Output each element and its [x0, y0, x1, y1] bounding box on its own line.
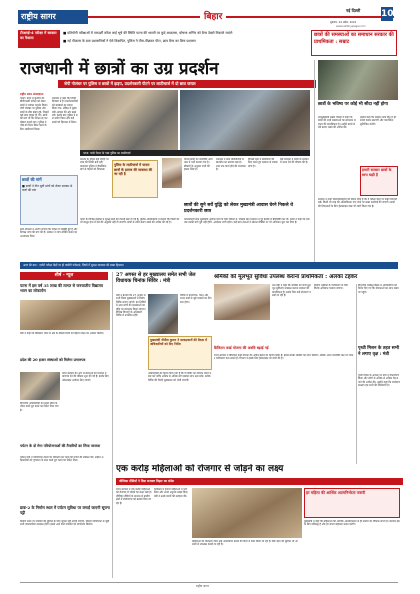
main-body-col1: पटना। प्रदेश में बुधवार को बीपीएससी परीक्षा को लेकर छात्रों ने जमकर प्रदर्शन किया। जेपी गोलंबर पर पुलिस और छात्रों के बीच झड़प हुई, जिसमें कई छात्र घायल हो गए। छात्रों की मांग थी कि परीक्षा रद्द कर दोबारा कराई जाए। पुलिस ने भीड़ को तितर बितर करने के लिए लाठीचार्ज किया।	[20, 97, 49, 131]
mid-story-headline: 27 अगस्त से हर मुख्यालय समेत सभी जेल विधायक चिनांक सिविर : मंत्री	[116, 272, 196, 285]
main-body-col5: प्रशासन ने छात्र प्रतिनिधियों से बातचीत का प्रस्ताव रखा है। शाम तक वार्ता होने की संभावना है।	[216, 158, 246, 172]
brand-name: राष्ट्रीय सागर	[21, 11, 56, 21]
workers-body1: श्रम मंत्री ने कहा कि श्रमिकों को सभी मूलभूत सुविधाएं उपलब्ध कराना सरकार की प्राथमिकता है। इसके लिए कई योजनाएं चलाई जा रही हैं।	[272, 284, 311, 298]
mid-story-photo	[148, 294, 178, 334]
left-lower-headline: डाक-2 के निर्माण स्थल में पर्यटन सुविधा पर लगाई जाएगी सूचना पट्टी	[20, 505, 110, 515]
women-body2: कार्यक्रम में हजारों महिलाओं ने भाग लिया और अपने अनुभव साझा किए। मंत्री ने उनके कार्यों की सराहना की।	[154, 488, 189, 498]
workers-body3: राज्य सरकार ने डिजिटल कार्ड योजना की अवधि बढ़ाने का निर्णय लिया है। इससे लाखों श्रमिकों को लाभ मिलेगा। श्रमिक अपने नजदीकी केंद्र पर जाकर पंजीकरण करा सकते हैं। विभाग ने इसके लिए हेल्पलाइन भी जारी की है।	[214, 354, 354, 361]
main-strap: जेपी गोलंबर पर पुलिस व छात्रों में झड़प, प्रदर्शनकारी पीटने पर लाठीचार्ज में दो छात्र घायल	[58, 80, 316, 88]
right-lower-body: पृथ्वी दिवस के अवसर पर मंत्री ने पौधारोपण किया और लोगों से अधिक से अधिक पेड़ लगाने की अपील की। उन्होंने कहा कि पर्यावरण संरक्षण हम सभी की जिम्मेदारी है।	[358, 374, 400, 388]
women-photo	[192, 488, 302, 538]
workers-body2: निर्माण श्रमिकों के पंजीकरण के लिए विशेष अभियान चलाया जाएगा।	[314, 284, 348, 291]
sidebar-left-title: छात्रों की मांगें	[22, 177, 42, 182]
women-body1: राज्य सरकार ने एक करोड़ महिलाओं को रोजगार से जोड़ने का लक्ष्य रखा है। जीविका दीदियों के माध्यम से ग्रामीण क्षेत्रों में स्वरोजगार को बढ़ावा दिया जा रहा है।	[116, 488, 152, 505]
quote-text: पुलिस के लाठीचार्ज में घायल छात्रों के इलाज की व्यवस्था की जा रही है	[114, 163, 153, 176]
women-strap: जीविका दीदियों ने दिया सशक्त बिहार का संदेश	[116, 478, 403, 485]
right-col-body3: सरकार ने सभी जिलाधिकारियों को निर्देश दिया है कि वे परीक्षा केंद्रों पर कड़ी निगरानी रखें। किसी भी तरह की अनियमितता पाए जाने पर सख्त कार्रवाई की जाएगी। छात्रों की शिकायतों के लिए हेल्पलाइन नंबर भी जारी किया गया है।	[318, 198, 398, 208]
website-label: www.rashtriyasagar.com	[336, 25, 366, 28]
right-col-body2: उन्होंने कहा कि सरकार छात्र हित में हर संभव कदम उठाएगी और पारदर्शिता सुनिश्चित करेगी।	[360, 116, 397, 126]
mid-story-body2: शिविर में प्रमाणपत्र, पेंशन और राशन कार्ड से जुड़े मामलों का निपटारा होगा।	[180, 294, 212, 304]
main-body-col3: प्रदर्शन के दौरान कई जगहों पर जाम की स्थिति बनी रही। यातायात पुलिस ने वैकल्पिक मार्ग से वाहनों को निकाला।	[80, 158, 109, 172]
section-title: बिहार	[200, 9, 226, 22]
ticker-label: टीआरई-4 परीक्षा में सरकार का फैसला	[18, 30, 60, 48]
right-col-box-headline: हमारी सरकार छात्रों के साथ खड़ी है	[362, 168, 392, 177]
women-box-headline: हर महिला की आर्थिक आत्मनिर्भरता जरूरी	[306, 490, 366, 495]
right-col-body1: उपमुख्यमंत्री सम्राट चौधरी ने कहा कि छात्रों की सभी समस्याओं का समाधान सरकार की प्राथमिकता है। उन्होंने छात्रों से धैर्य बनाए रखने की अपील की।	[318, 116, 356, 130]
main-photo-crowd	[80, 90, 178, 150]
main-byline: राष्ट्रीय सागर संवाददाता	[20, 92, 44, 96]
date-label: शुक्रवार, 24 अप्रैल, 2024	[330, 21, 357, 24]
news-item-1: पटना में इस वर्ष 35 लाख की लागत से जनजातीय विद्यालय भवन का लोकार्पण	[20, 283, 103, 293]
news-item-3: पर्यटन के दो मेगा परियोजनाओं की तैयारियों का लिया जायजा	[20, 444, 101, 448]
news-item-1-body: मंत्री ने कहा कि विद्यालय भवन से क्षेत्र के सैकड़ों बच्चों को बेहतर शिक्षा का अवसर मिलेगा।	[20, 332, 105, 335]
left-body-lower: छात्र संगठनों ने आरोप लगाया कि परीक्षा में गड़बड़ी हुई है और निष्पक्ष जांच की मांग की है। सरकार ने जांच समिति बनाने का आश्वासन दिया।	[20, 228, 78, 238]
ticker-line-2: ■ नई पीकलर के बता प्रशासनिकों ने ऐसे विज्ञापित, पुलिस ने पीस-पीछकर पीटा, छात्र बैनर का बिना प्रशासन	[63, 39, 196, 43]
main-headline: राजधानी में छात्रों का उग्र प्रदर्शन	[20, 59, 219, 79]
news-item-2-body: प्रदेश सरकार की ओर से संस्थाओं को मान्यता प्रमाणपत्र देने की प्रक्रिया शुरू की गई है। इसके लिए ऑनलाइन आवेदन लिए जाएंगे।	[62, 372, 109, 382]
mid-story-caption: मुख्यमंत्री नीतीश कुमार ने सलाहकारों की बैठक में अधिकारियों को दिए निर्देश	[150, 338, 208, 347]
workers-photo	[214, 284, 270, 320]
sidebar-left-quote: ■ छात्रों ने तीन सूत्री मांगों को लेकर सरकार से वार्ता की मांग	[22, 184, 73, 192]
left-lower-body: निर्माण स्थल पर पर्यटकों की सुविधा के लिए सूचना पट्टी लगाई जाएगी, जिसमें परियोजना से जुड़ी सभी जानकारियां उपलब्ध होंगी। इससे आने वाले पर्यटकों को मार्गदर्शन मिलेगा।	[20, 520, 110, 527]
women-body3: महिलाओं को प्रशिक्षण देकर उन्हें आत्मनिर्भर बनाने की दिशा में काम किया जा रहा है। बैंक ऋण की सुविधा भी आसानी से उपलब्ध कराई जा रही है।	[192, 540, 298, 547]
main-body-col4: घायल छात्रों को नजदीकी अस्पताल में भर्ती कराया गया है। डॉक्टरों के अनुसार सभी की हालत स्थिर है।	[184, 158, 213, 172]
news-item-2-body2: विभागीय अधिकारियों को समय सीमा के भीतर कार्य पूरा करने का निर्देश दिया गया है।	[20, 402, 59, 412]
main-body-col2: प्रशासन ने कहा कि स्थिति नियंत्रण में है। प्रदर्शनकारियों को समझाने का प्रयास किया गया, लेकिन वे मुख्यमंत्री आवास की ओर बढ़ने लगे। इसके बाद पुलिस ने बल प्रयोग किया और कई छात्रों को हिरासत में लिया।	[52, 97, 78, 124]
main-body-col7: कई संगठनों ने छात्रों के समर्थन में धरना देने की घोषणा की है।	[280, 158, 309, 165]
main-body-col6: विपक्षी दलों ने लाठीचार्ज की निंदा करते हुए सरकार से जवाब मांगा है।	[248, 158, 278, 168]
caption-strip: पटना: गांधी मैदान के पास पुलिस का लाठीचार्ज	[80, 150, 310, 156]
masthead	[0, 0, 420, 30]
bottom-banner: आज की बात : दर्जनों परीक्षा केंद्रों पर हो जायेंगी परीक्षाएं, जिलों में सुरक्षा व्यवस्था की सख्त हिदायत	[20, 262, 398, 269]
side-teaser-title: छात्रों की समस्याओं का समाधान सरकार की प्राथमिकता : सम्राट	[314, 32, 394, 45]
news-item-3-body: पर्यटन मंत्री ने परियोजना स्थलों का निरीक्षण कर कार्य की प्रगति की समीक्षा की। उन्होंने अधिकारियों को गुणवत्ता के साथ कार्य पूरा करने का निर्देश दिया।	[20, 456, 104, 463]
right-col-divider	[314, 60, 315, 262]
news-item-2-photo	[20, 372, 60, 400]
page-number-box: 10	[381, 9, 394, 19]
mid-story-body3: अधिकारियों को निर्देश दिया गया है कि वे शिविर का व्यापक प्रचार प्रसार करें ताकि अधिक से अधिक लोग इसका लाभ उठा सकें। प्रत्येक शिविर की रिपोर्ट मुख्यालय को भेजी जाएगी।	[148, 372, 212, 382]
city-label: नई दिल्ली	[346, 8, 361, 13]
workers-sub: डिजिटल कार्ड योजना की अवधि बढ़ाई गई	[214, 346, 269, 350]
sub-headline: छात्रों की सुने सर्वे युद्धि को लेकर मुख्यमंत्री आवास घेरने निकले थे प्रदर्शनकारी छात्र	[184, 203, 294, 214]
main-photo-police	[180, 90, 310, 150]
sub-body: प्रदर्शनकारी छात्र मुख्यमंत्री आवास घेरने के लिए निकले थे, जिसके बाद प्रशासन ने पूरे इलाके में बैरिकेडिंग कर दी। छात्रों ने कहा कि जब तक उनकी मांगें पूरी नहीं होंगी, आंदोलन जारी रहेगा। कई छात्र नेताओं ने सोशल मीडिया पर भी अभियान शुरू कर दिया है।	[184, 218, 310, 225]
inset-photo	[162, 158, 182, 188]
news-item-1-photo	[20, 300, 110, 330]
ticker-line-1: ■ प्रतियोगी परीक्षाओं में पारदर्शी कॉपर लाई भूषे की स्थिति पटना की भारती पर कुर्द आक्रमण, घोषणा अग्निर को बैनर देखने निकाले जाएंगे	[63, 31, 233, 35]
mid-story-body1: मंत्री ने बताया कि 27 अगस्त से सभी जिला मुख्यालयों में विशेष शिविर लगाए जाएंगे। इन शिविरों में आम लोगों की समस्याओं का मौके पर समाधान किया जाएगा। विभिन्न विभागों के अधिकारी शिविर में उपस्थित रहेंगे।	[116, 294, 146, 318]
right-col-photo	[318, 60, 398, 100]
right-upper-body: विभागीय समीक्षा बैठक में अधिकारियों को निर्देश दिए गए कि योजनाओं का लाभ समय पर पहुंचे।	[358, 284, 399, 294]
women-body4: मुख्यमंत्री ने कहा कि महिलाओं की आर्थिक आत्मनिर्भरता से ही समाज का विकास संभव है। सरकार इसके लिए प्रतिबद्ध है और हर संभव सहायता प्रदान करेगी।	[304, 520, 400, 527]
lower-left-divider	[112, 272, 113, 578]
right-col-headline: छात्रों के भविष्य पर कोई भी सौदा नहीं होगा	[318, 102, 388, 107]
footer-rule	[20, 582, 398, 583]
header-rule	[88, 16, 394, 18]
news-item-2: प्रदेश की 20 हजार संस्थाओं को मिलेगा प्रमाणपत्र	[20, 358, 86, 362]
right-lower-divider	[356, 284, 357, 464]
women-headline: एक करोड़ महिलाओं को रोजगार से जोड़ने का लक्ष्य	[116, 464, 284, 474]
news-section-label: शीर्ष - न्यूज	[20, 272, 108, 280]
workers-headline: श्रमिकों को मूलभूत सुविधा उपलब्ध कराना प्राथमिकता : अलका टहकर	[214, 274, 358, 280]
right-lower-headline: पृथ्वी मिशन के तहत सभी ने लगाए वृक्ष : मंत्री	[358, 346, 399, 357]
footer-credit: राष्ट्रीय सागर	[196, 584, 209, 588]
mid-body-lower: पटना के विभिन्न इलाकों में सुरक्षा बलों की तैनाती बढ़ा दी गई है। पुलिस अधिकारियों ने बताया कि किसी को भी कानून हाथ में लेने की अनुमति नहीं दी जाएगी। छात्रों से शांति बनाए रखने की अपील की गई है।	[80, 218, 180, 225]
